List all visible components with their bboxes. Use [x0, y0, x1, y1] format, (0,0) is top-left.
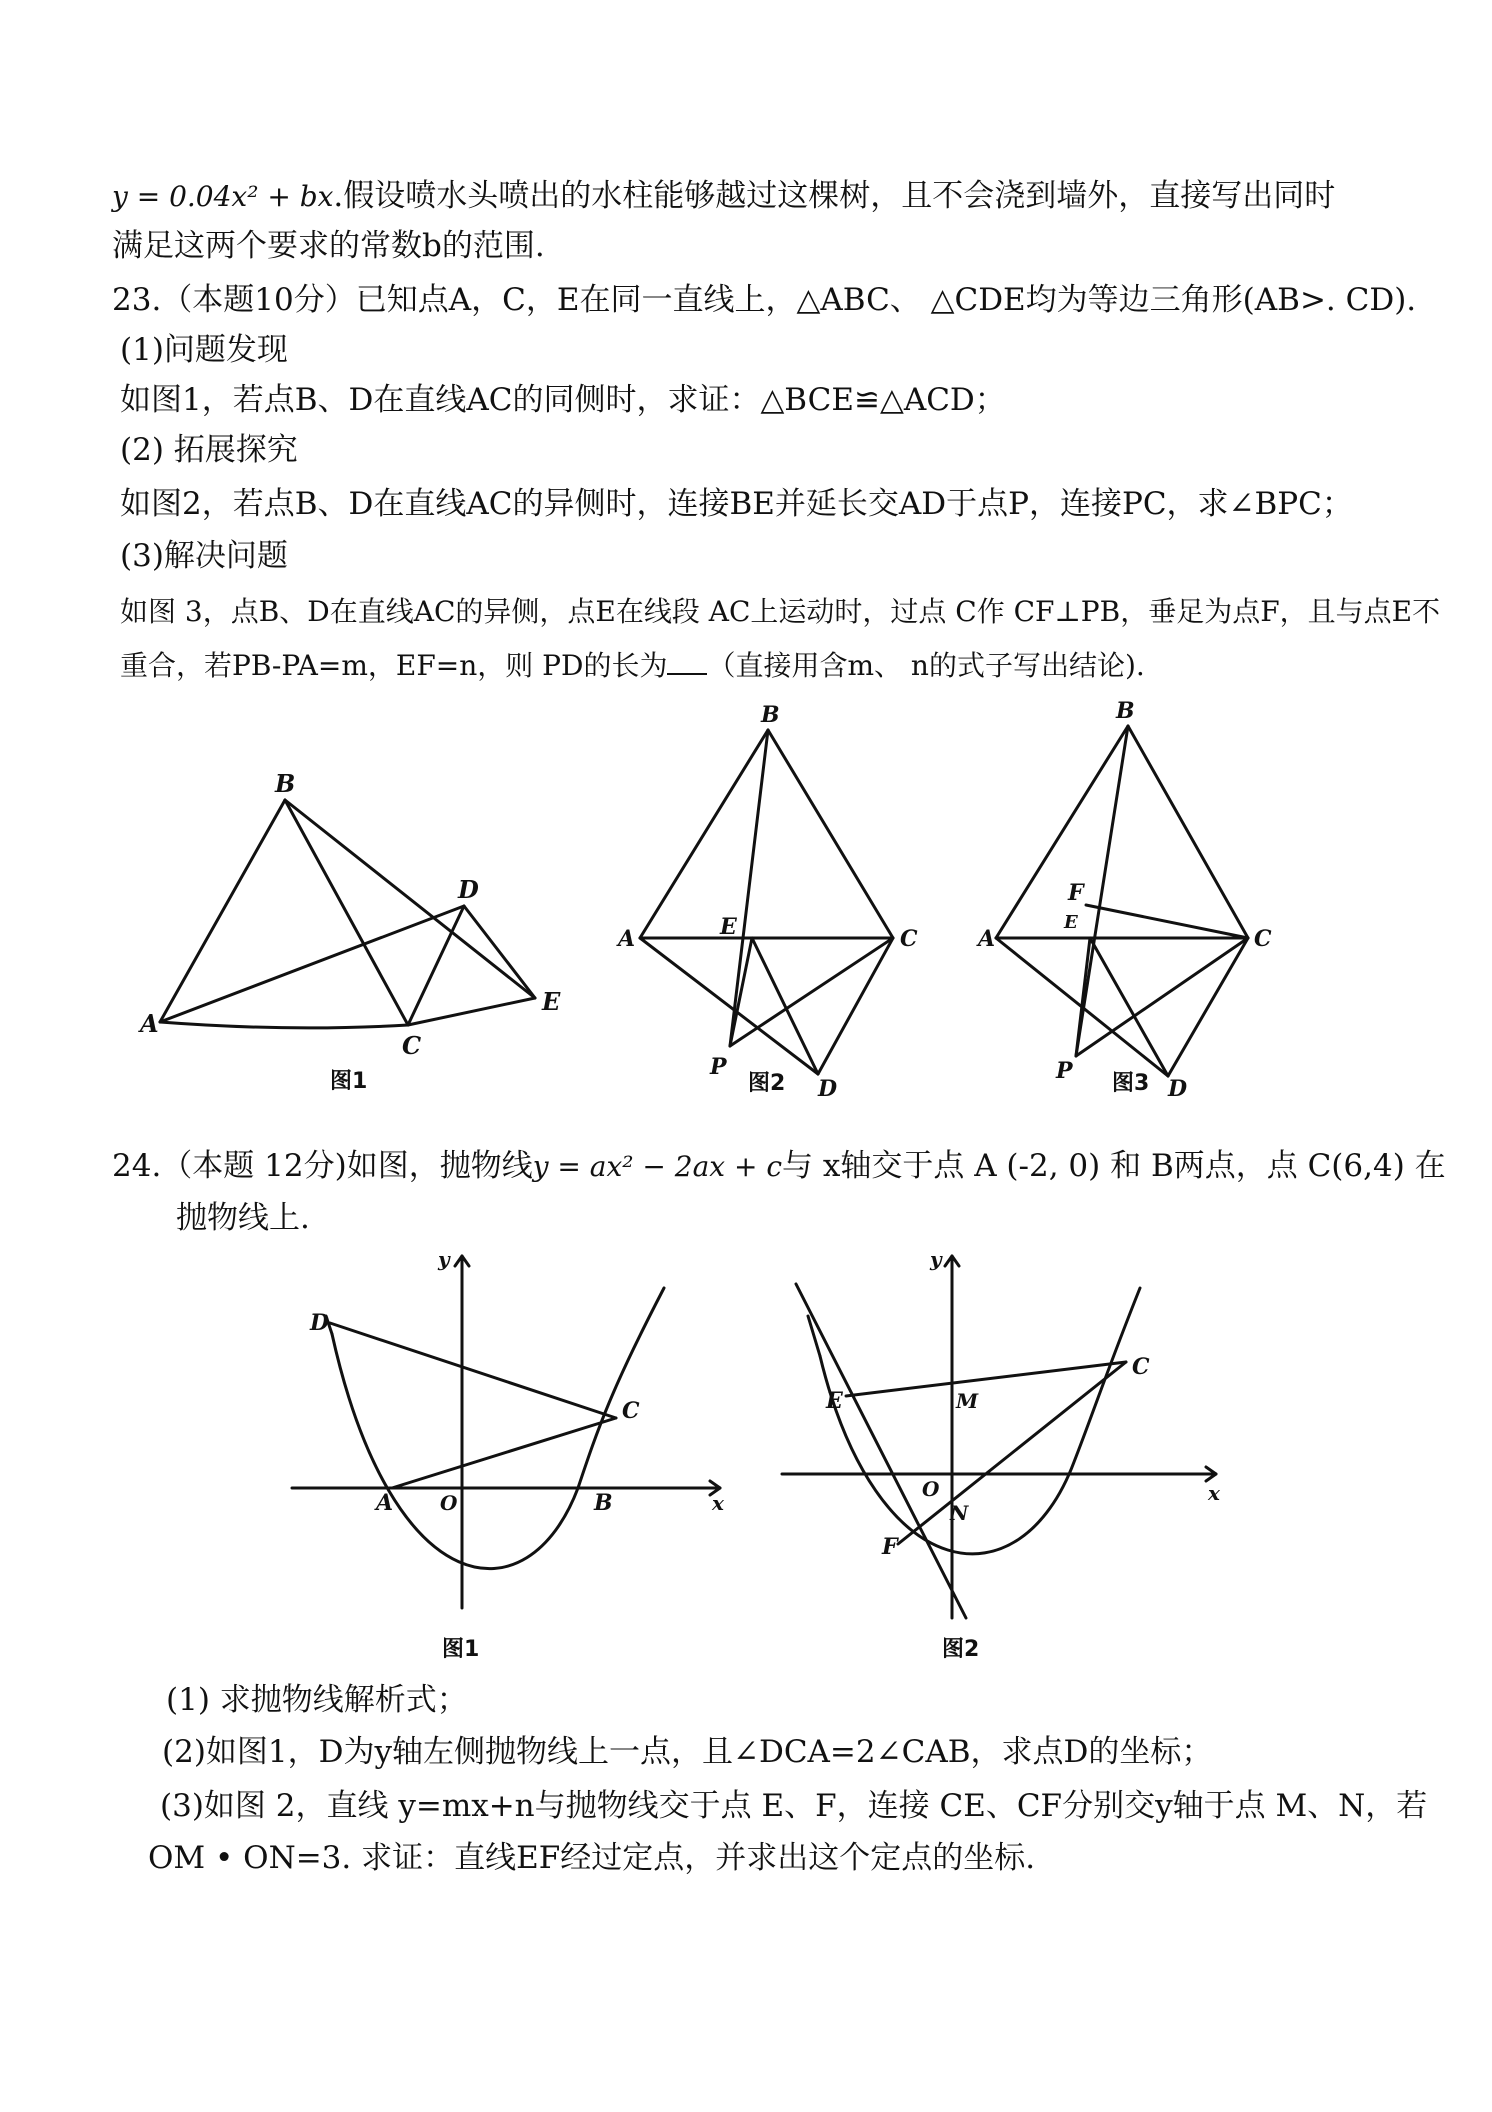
fig3-label-f: F [1068, 880, 1084, 906]
fig3-segment-ed [1090, 938, 1168, 1076]
fig2-label-a: A [618, 926, 636, 952]
q23-part3-text-2a: 重合，若PB-PA=m，EF=n，则 PD的长为 [120, 649, 668, 682]
q23-part3-line-2 [120, 646, 1145, 686]
fig3-label-e: E [1064, 912, 1078, 933]
q23-part3-text-2b: （直接用含m、 n的式子写出结论). [707, 649, 1145, 682]
fig1-segment-be [285, 800, 535, 998]
fig4-label-a: A [376, 1490, 394, 1516]
fig5-caption: 图2 [942, 1637, 980, 1662]
q24-part3-line-2: OM • ON=3. 求证：直线EF经过定点，并求出这个定点的坐标. [148, 1840, 1036, 1876]
fig3-segment-cd [1168, 938, 1248, 1076]
fig5-segment-fc [898, 1362, 1126, 1544]
fig3-segment-cf [1086, 905, 1248, 938]
fig4-caption: 图1 [442, 1637, 480, 1662]
fig1-label-b: B [275, 769, 296, 798]
fig1-segment-ac [160, 1022, 408, 1028]
q22-line-1 [112, 176, 1335, 217]
fig2-label-b: B [761, 702, 780, 728]
q23-part2-text: 如图2，若点B、D在直线AC的异侧时，连接BE并延长交AD于点P，连接PC，求∠BPC； [120, 486, 1353, 522]
fig3-label-c: C [1254, 926, 1272, 952]
q23-figure-1 [140, 770, 580, 1100]
fig5-label-e: E [826, 1388, 843, 1414]
q23-figure-3 [978, 698, 1278, 1102]
fig5-parabola [820, 1288, 1140, 1554]
q24-title-b: 与 x轴交于点 A (-2, 0) 和 B两点，点 C(6,4) 在 [782, 1148, 1446, 1184]
q24-title-2: 抛物线上. [176, 1200, 310, 1236]
fig1-label-c: C [402, 1031, 422, 1060]
answer-blank [667, 647, 707, 675]
fig3-segment-bc [1128, 726, 1248, 938]
fig5-line-ef [796, 1284, 966, 1618]
fig3-segment-ab [996, 726, 1128, 938]
q22-line-2: 满足这两个要求的常数b的范围. [112, 228, 545, 264]
fig4-label-d: D [310, 1310, 330, 1336]
fig1-caption: 图1 [330, 1069, 368, 1094]
fig2-segment-cd [818, 938, 893, 1074]
fig3-segment-bp [1076, 726, 1128, 1056]
q24-title-a: 24.（本题 12分)如图，抛物线 [112, 1148, 533, 1184]
fig1-label-e: E [542, 987, 561, 1016]
q23-part1-heading: (1)问题发现 [120, 332, 288, 368]
fig3-caption: 图3 [1112, 1071, 1150, 1096]
fig2-segment-ab [640, 730, 768, 938]
fig5-label-m: M [956, 1389, 979, 1413]
q24-part1: (1) 求抛物线解析式； [166, 1682, 468, 1718]
q24-part3-line-1: (3)如图 2，直线 y=mx+n与抛物线交于点 E、F，连接 CE、CF分别交y轴于点 M、N，若 [160, 1788, 1428, 1824]
q23-part1-text: 如图1，若点B、D在直线AC的同侧时，求证：△BCE≌△ACD； [120, 382, 1006, 418]
fig3-label-a: A [978, 926, 996, 952]
fig2-segment-bc [768, 730, 893, 938]
fig4-label-o: O [440, 1491, 458, 1515]
fig5-label-f: F [882, 1534, 898, 1560]
q24-title-line [112, 1146, 1446, 1187]
fig5-label-n: N [950, 1501, 969, 1525]
fig4-parabola [332, 1288, 664, 1569]
fig1-segment-ce [408, 998, 535, 1025]
fig2-segment-pc [730, 938, 893, 1046]
fig3-label-p: P [1056, 1058, 1073, 1084]
fig5-axis-y-label: y [930, 1247, 942, 1271]
fig2-label-e: E [720, 914, 737, 940]
fig4-label-b: B [594, 1490, 613, 1516]
q23-part2-heading: (2) 拓展探究 [120, 432, 298, 468]
fig5-segment-ec [846, 1362, 1126, 1396]
q23-title: 23.（本题10分）已知点A，C，E在同一直线上，△ABC、 △CDE均为等边三角形(AB>. CD). [112, 282, 1417, 318]
q22-text-1: .假设喷水头喷出的水柱能够越过这棵树，且不会浇到墙外，直接写出同时 [333, 178, 1336, 214]
q24-formula: y = ax² − 2ax + c [532, 1150, 782, 1183]
q24-figure-1 [280, 1248, 730, 1668]
fig1-segment-ab [160, 800, 285, 1022]
q24-figure-2 [770, 1248, 1230, 1668]
fig2-caption: 图2 [748, 1071, 786, 1096]
q23-part3-heading: (3)解决问题 [120, 538, 288, 574]
fig4-axis-y-label: y [438, 1247, 450, 1271]
fig5-label-o: O [922, 1477, 940, 1501]
q24-part2: (2)如图1，D为y轴左侧抛物线上一点，且∠DCA=2∠CAB，求点D的坐标； [162, 1734, 1213, 1770]
fig4-axis-x-label: x [712, 1491, 724, 1515]
fig5-axis-x-label: x [1208, 1481, 1220, 1505]
fig2-label-c: C [900, 926, 918, 952]
fig2-segment-ed [752, 938, 818, 1074]
fig5-label-c: C [1132, 1354, 1150, 1380]
q23-figure-2 [618, 702, 928, 1102]
fig1-label-a: A [140, 1009, 159, 1038]
q23-part3-text-1: 如图 3，点B、D在直线AC的异侧，点E在线段 AC上运动时，过点 C作 CF⊥PB，垂足为点F，且与点E不 [120, 595, 1441, 628]
fig3-segment-pe [1076, 938, 1090, 1056]
fig1-segment-bc [285, 800, 408, 1025]
fig2-label-d: D [818, 1076, 838, 1102]
fig3-label-d: D [1168, 1076, 1188, 1102]
fig2-label-p: P [710, 1054, 727, 1080]
fig4-label-c: C [622, 1398, 640, 1424]
fig2-segment-bp [730, 730, 768, 1046]
fig1-label-d: D [458, 875, 479, 904]
fig3-label-b: B [1116, 698, 1135, 724]
fig4-segment-dc [330, 1323, 616, 1418]
q22-formula: y = 0.04x² + bx [112, 180, 334, 213]
fig3-segment-pc [1076, 938, 1248, 1056]
